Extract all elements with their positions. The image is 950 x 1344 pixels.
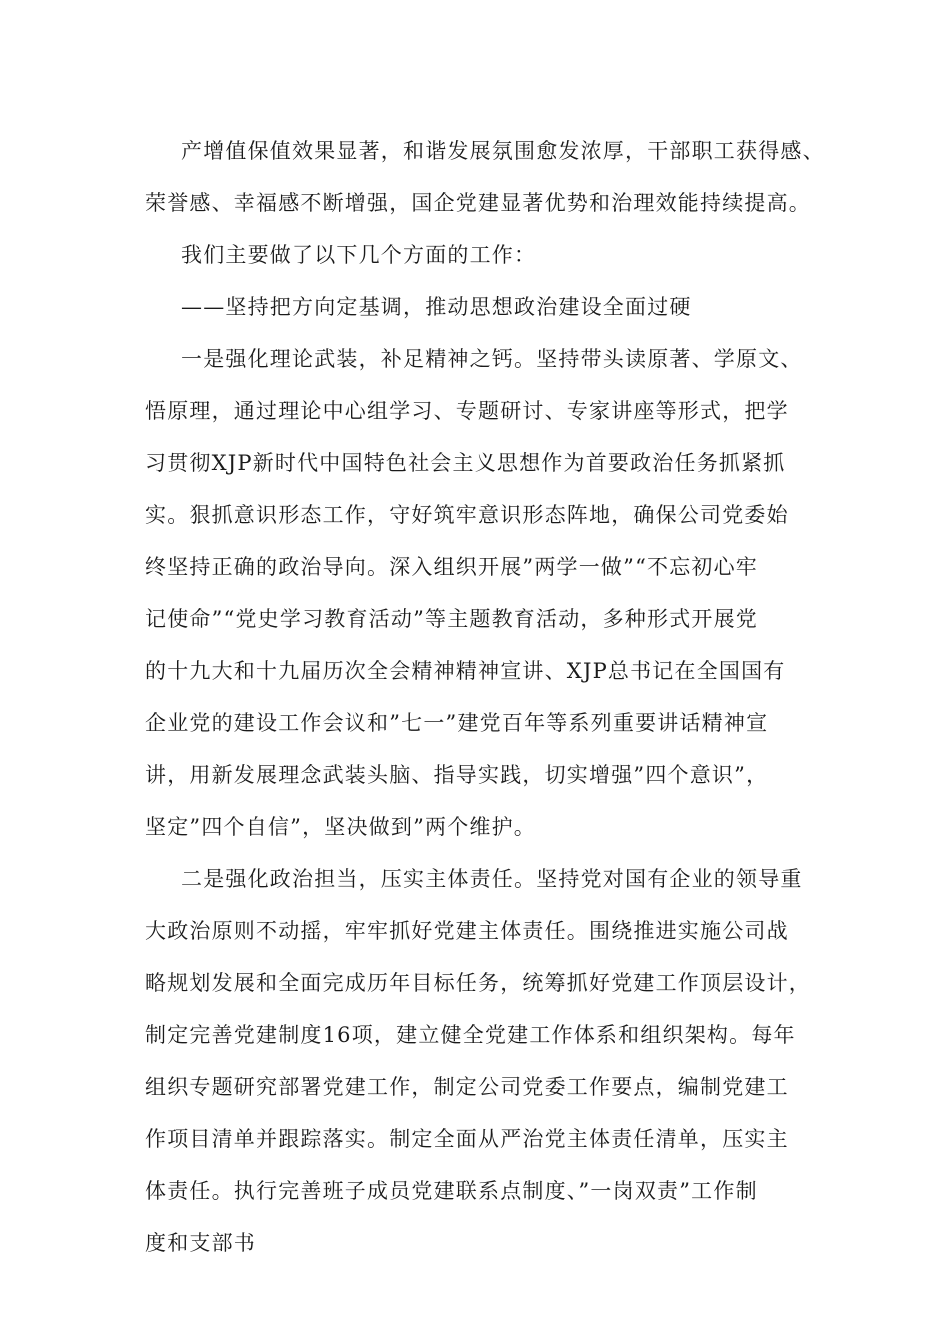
text-line: ——坚持把方向定基调，推动思想政治建设全面过硬 [181,295,692,319]
text-line: 的十九大和十九届历次全会精神精神宣讲、XJP总书记在全国国有 [145,659,786,683]
text-line: 讲，用新发展理念武装头脑、指导实践，切实增强”四个意识”， [145,763,769,787]
text-line: 体责任。执行完善班子成员党建联系点制度、”一岗双责”工作制 [145,1179,758,1203]
text-line: 荣誉感、幸福感不断增强，国企党建显著优势和治理效能持续提高。 [145,191,811,215]
text-line: 记使命”“党史学习教育活动”等主题教育活动，多种形式开展党 [145,607,759,631]
text-line: 作项目清单并跟踪落实。制定全面从严治党主体责任清单，压实主 [145,1127,789,1151]
text-line: 组织专题研究部署党建工作，制定公司党委工作要点，编制党建工 [145,1075,789,1099]
text-line: 略规划发展和全面完成历年目标任务，统筹抓好党建工作顶层设计， [145,971,811,995]
text-line: 大政治原则不动摇，牢牢抓好党建主体责任。围绕推进实施公司战 [145,919,789,943]
text-line: 实。狠抓意识形态工作，守好筑牢意识形态阵地，确保公司党委始 [145,503,789,527]
text-line: 二是强化政治担当，压实主体责任。坚持党对国有企业的领导重 [181,867,803,891]
document-body [145,125,825,1269]
text-line: 坚定”四个自信”，坚决做到”两个维护。 [145,815,537,839]
text-line: 产增值保值效果显著，和谐发展氛围愈发浓厚，干部职工获得感、 [181,139,825,163]
paragraph-summary [145,125,825,229]
text-line: 制定完善党建制度16项，建立健全党建工作体系和组织架构。每年 [145,1023,796,1047]
text-line: 企业党的建设工作会议和”七一”建党百年等系列重要讲话精神宣 [145,711,769,735]
text-line: 习贯彻XJP新时代中国特色社会主义思想作为首要政治任务抓紧抓 [145,451,786,475]
text-line: 度和支部书 [145,1231,256,1255]
text-line: 一是强化理论武装，补足精神之钙。坚持带头读原著、学原文、 [181,347,803,371]
text-line: 我们主要做了以下几个方面的工作： [181,243,537,267]
paragraph-responsibility [145,853,825,1269]
text-line: 悟原理，通过理论中心组学习、专题研讨、专家讲座等形式，把学 [145,399,789,423]
section-heading [145,281,825,333]
paragraph-theory [145,333,825,853]
paragraph-intro [145,229,825,281]
text-line: 终坚持正确的政治导向。深入组织开展”两学一做”“不忘初心牢 [145,555,759,579]
